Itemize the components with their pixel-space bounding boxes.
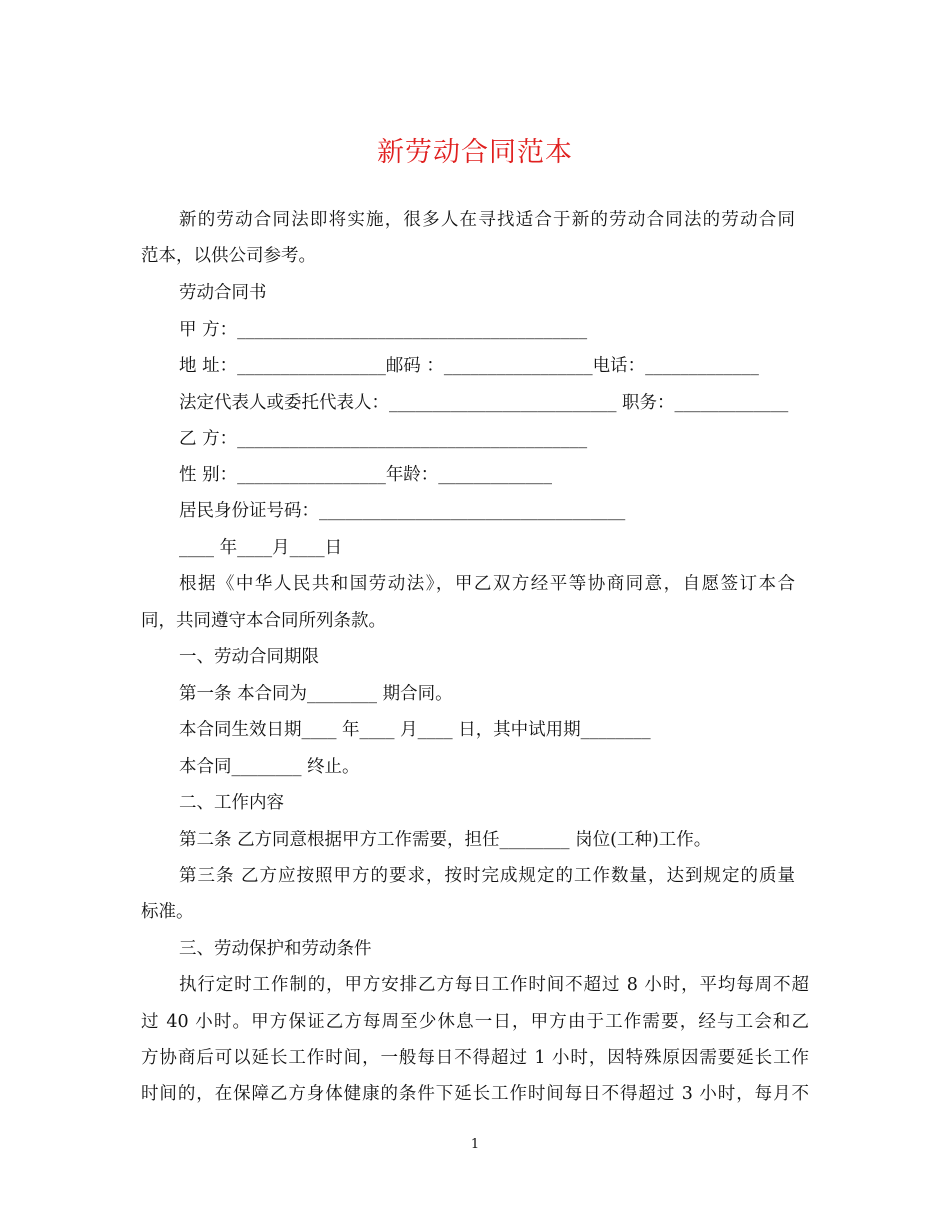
paragraph-line-1: 执行定时工作制的，甲方安排乙方每日工作时间不超过 8 小时，平均每周不超 bbox=[179, 975, 809, 995]
gender-age-field: 性 别：_________________年龄：_____________ bbox=[179, 465, 553, 485]
intro-line-1: 新的劳动合同法即将实施，很多人在寻找适合于新的劳动合同法的劳动合同 bbox=[179, 210, 795, 230]
contract-book-heading: 劳动合同书 bbox=[179, 283, 267, 303]
article-3-line-1: 第三条 乙方应按照甲方的要求，按时完成规定的工作数量，达到规定的质量 bbox=[179, 866, 795, 886]
termination-line: 本合同________ 终止。 bbox=[179, 757, 360, 777]
article-2: 第二条 乙方同意根据甲方工作需要，担任________ 岗位(工种)工作。 bbox=[179, 830, 712, 850]
paragraph-line-2: 过 40 小时。甲方保证乙方每周至少休息一日，甲方由于工作需要，经与工会和乙 bbox=[141, 1012, 809, 1032]
address-field: 地 址：_________________邮码 ：_________________电话：_____________ bbox=[179, 356, 759, 376]
section-2-heading: 二、工作内容 bbox=[179, 793, 284, 813]
paragraph-line-4: 时间的，在保障乙方身体健康的条件下延长工作时间每日不得超过 3 小时，每月不 bbox=[141, 1084, 809, 1104]
article-1: 第一条 本合同为________ 期合同。 bbox=[179, 684, 453, 704]
id-number-field: 居民身份证号码：___________________________________ bbox=[179, 501, 626, 521]
basis-line-1: 根据《中华人民共和国劳动法》，甲乙双方经平等协商同意，自愿签订本合 bbox=[179, 574, 795, 594]
effective-date-line: 本合同生效日期____ 年____ 月____ 日，其中试用期________ bbox=[179, 720, 651, 740]
party-a-field: 甲 方：________________________________________ bbox=[179, 320, 588, 340]
basis-line-2: 同，共同遵守本合同所列条款。 bbox=[141, 611, 386, 631]
section-3-heading: 三、劳动保护和劳动条件 bbox=[179, 939, 372, 959]
section-1-heading: 一、劳动合同期限 bbox=[179, 647, 319, 667]
page-number: 1 bbox=[470, 1137, 480, 1152]
party-b-field: 乙 方：________________________________________ bbox=[179, 429, 588, 449]
date-field: ____ 年____月____日 bbox=[179, 538, 343, 558]
document-title: 新劳动合同范本 bbox=[377, 137, 573, 168]
article-3-line-2: 标准。 bbox=[141, 902, 194, 922]
representative-field: 法定代表人或委托代表人：__________________________ 职务：_____________ bbox=[179, 393, 789, 413]
intro-line-2: 范本，以供公司参考。 bbox=[141, 246, 316, 266]
paragraph-line-3: 方协商后可以延长工作时间，一般每日不得超过 1 小时，因特殊原因需要延长工作 bbox=[141, 1048, 809, 1068]
